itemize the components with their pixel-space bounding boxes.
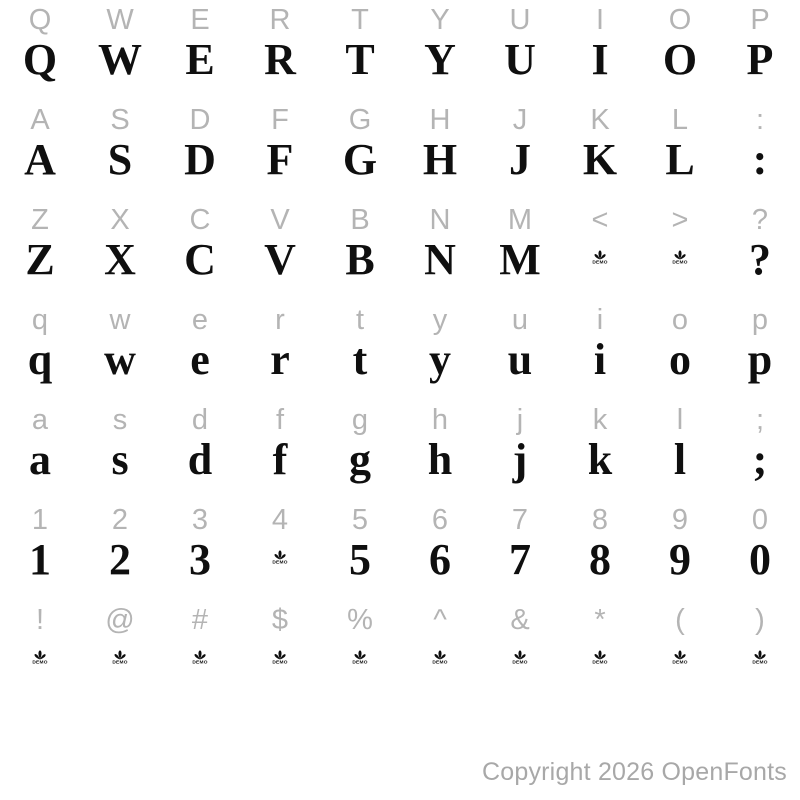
glyph-gray: 8 <box>591 504 609 536</box>
glyph-gray: E <box>190 4 210 36</box>
demo-label: DEMO <box>272 559 288 565</box>
glyph-gray: L <box>671 104 689 136</box>
glyph-black: w <box>104 335 136 384</box>
demo-label: DEMO <box>592 259 608 265</box>
glyph-black: s <box>111 435 129 484</box>
demo-label: DEMO <box>32 659 48 665</box>
demo-glyph <box>640 240 720 300</box>
glyph-black: A <box>24 135 56 184</box>
footer-copyright: Copyright 2026 OpenFonts <box>482 758 787 786</box>
demo-label: DEMO <box>672 259 688 265</box>
glyph-black: T <box>345 35 375 84</box>
demo-label: DEMO <box>752 659 768 665</box>
glyph-gray: l <box>676 404 684 436</box>
black-glyph-row-4 <box>0 335 800 400</box>
glyph-block-5 <box>0 400 800 500</box>
glyph-gray: # <box>191 604 209 636</box>
glyph-gray: y <box>432 304 448 336</box>
glyph-black: l <box>673 435 687 484</box>
glyph-gray: 6 <box>431 504 449 536</box>
glyph-black: k <box>587 435 613 484</box>
glyph-black: Y <box>424 35 456 84</box>
glyph-gray: B <box>350 204 370 236</box>
gray-glyph-row-2 <box>0 100 800 140</box>
glyph-black: t <box>352 335 368 384</box>
glyph-black: j <box>512 435 528 484</box>
glyph-gray: S <box>110 104 130 136</box>
demo-glyph <box>560 240 640 300</box>
glyph-black: U <box>504 35 536 84</box>
glyph-black: o <box>669 335 691 384</box>
glyph-black: ? <box>749 235 771 284</box>
glyph-gray: k <box>592 404 608 436</box>
glyph-black: 0 <box>749 535 771 584</box>
demo-glyph <box>640 640 720 700</box>
glyph-gray: @ <box>105 604 135 636</box>
black-glyph-row-7 <box>0 640 800 700</box>
glyph-block-1 <box>0 0 800 100</box>
glyph-gray: 5 <box>351 504 369 536</box>
glyph-gray: o <box>671 304 689 336</box>
glyph-gray: I <box>595 4 605 36</box>
gray-glyph-row-3 <box>0 200 800 240</box>
glyph-gray: 2 <box>111 504 129 536</box>
demo-glyph <box>400 640 480 700</box>
glyph-gray: p <box>751 304 769 336</box>
demo-glyph <box>240 540 320 600</box>
glyph-black: 8 <box>589 535 611 584</box>
glyph-gray: J <box>512 104 528 136</box>
glyph-black: r <box>270 335 290 384</box>
demo-label: DEMO <box>112 659 128 665</box>
gray-glyph-row-1 <box>0 0 800 40</box>
glyph-block-4 <box>0 300 800 400</box>
glyph-gray: : <box>755 104 765 136</box>
demo-glyph <box>160 640 240 700</box>
glyph-black: 9 <box>669 535 691 584</box>
gray-glyph-row-6 <box>0 500 800 540</box>
glyph-gray: Y <box>430 4 450 36</box>
glyph-black: p <box>747 335 773 384</box>
glyph-black: W <box>98 35 142 84</box>
glyph-gray: 9 <box>671 504 689 536</box>
glyph-black: M <box>499 235 541 284</box>
glyph-black: y <box>429 335 451 384</box>
glyph-black: X <box>104 235 136 284</box>
glyph-black: 6 <box>429 535 451 584</box>
glyph-gray: ^ <box>433 604 447 636</box>
demo-glyph <box>720 640 800 700</box>
demo-label: DEMO <box>352 659 368 665</box>
glyph-black: B <box>345 235 375 284</box>
glyph-black: 1 <box>29 535 51 584</box>
black-glyph-row-2 <box>0 135 800 200</box>
glyph-black: H <box>422 135 458 184</box>
demo-label: DEMO <box>192 659 208 665</box>
glyph-gray: q <box>31 304 49 336</box>
glyph-black: E <box>185 35 215 84</box>
glyph-black: N <box>424 235 456 284</box>
glyph-gray: r <box>275 304 285 336</box>
glyph-gray: ; <box>755 404 765 436</box>
glyph-black: P <box>746 35 774 84</box>
glyph-black: ; <box>752 435 768 484</box>
glyph-black: V <box>264 235 296 284</box>
glyph-gray: Q <box>28 4 52 36</box>
glyph-black: Q <box>22 35 58 84</box>
glyph-gray: > <box>671 204 689 236</box>
glyph-gray: * <box>594 604 606 636</box>
glyph-black: a <box>29 435 51 484</box>
glyph-black: Z <box>25 235 55 284</box>
glyph-gray: s <box>112 404 128 436</box>
glyph-gray: C <box>189 204 211 236</box>
glyph-black: d <box>187 435 213 484</box>
glyph-gray: 3 <box>191 504 209 536</box>
glyph-gray: a <box>31 404 49 436</box>
glyph-gray: A <box>30 104 50 136</box>
glyph-gray: F <box>271 104 289 136</box>
glyph-gray: f <box>275 404 285 436</box>
demo-label: DEMO <box>672 659 688 665</box>
demo-label: DEMO <box>432 659 448 665</box>
glyph-gray: X <box>110 204 130 236</box>
glyph-gray: ? <box>751 204 769 236</box>
glyph-gray: % <box>347 604 373 636</box>
glyph-gray: N <box>429 204 451 236</box>
glyph-gray: 4 <box>271 504 289 536</box>
glyph-block-2 <box>0 100 800 200</box>
glyph-gray: d <box>191 404 209 436</box>
gray-glyph-row-5 <box>0 400 800 440</box>
demo-label: DEMO <box>592 659 608 665</box>
glyph-black: J <box>509 135 531 184</box>
glyph-gray: j <box>516 404 524 436</box>
glyph-black: C <box>184 235 216 284</box>
glyph-black: L <box>665 135 695 184</box>
glyph-black: u <box>507 335 533 384</box>
gray-glyph-row-4 <box>0 300 800 340</box>
glyph-gray: Z <box>31 204 49 236</box>
glyph-black: : <box>752 135 768 184</box>
glyph-black: O <box>662 35 698 84</box>
glyph-gray: ) <box>755 604 765 636</box>
glyph-gray: ! <box>35 604 45 636</box>
glyph-gray: T <box>351 4 369 36</box>
demo-glyph <box>480 640 560 700</box>
glyph-gray: K <box>590 104 610 136</box>
glyph-gray: t <box>355 304 365 336</box>
demo-glyph <box>80 640 160 700</box>
glyph-black: 2 <box>109 535 131 584</box>
glyph-black: g <box>349 435 371 484</box>
glyph-gray: i <box>596 304 604 336</box>
glyph-black: e <box>190 335 210 384</box>
black-glyph-row-1 <box>0 35 800 100</box>
glyph-black: 3 <box>189 535 211 584</box>
glyph-gray: h <box>431 404 449 436</box>
glyph-black: h <box>427 435 453 484</box>
glyph-gray: & <box>510 604 530 636</box>
glyph-black: q <box>27 335 53 384</box>
glyph-black: G <box>342 135 378 184</box>
glyph-black: S <box>107 135 133 184</box>
glyph-gray: H <box>429 104 451 136</box>
glyph-gray: $ <box>271 604 289 636</box>
glyph-black: I <box>591 35 609 84</box>
gray-glyph-row-7 <box>0 600 800 640</box>
glyph-black: 7 <box>509 535 531 584</box>
demo-label: DEMO <box>512 659 528 665</box>
demo-label: DEMO <box>272 659 288 665</box>
demo-glyph <box>240 640 320 700</box>
glyph-block-7 <box>0 600 800 700</box>
glyph-black: i <box>593 335 607 384</box>
glyph-gray: M <box>507 204 533 236</box>
demo-glyph <box>560 640 640 700</box>
glyph-gray: P <box>750 4 770 36</box>
glyph-gray: 7 <box>511 504 529 536</box>
glyph-gray: R <box>269 4 291 36</box>
glyph-gray: 0 <box>751 504 769 536</box>
glyph-gray: e <box>191 304 209 336</box>
glyph-gray: V <box>270 204 290 236</box>
glyph-gray: D <box>189 104 211 136</box>
glyph-block-6 <box>0 500 800 600</box>
black-glyph-row-3 <box>0 235 800 300</box>
glyph-gray: G <box>348 104 372 136</box>
glyph-gray: w <box>109 304 131 336</box>
glyph-gray: u <box>511 304 529 336</box>
glyph-black: R <box>264 35 296 84</box>
black-glyph-row-6 <box>0 535 800 600</box>
glyph-gray: < <box>591 204 609 236</box>
demo-glyph <box>0 640 80 700</box>
glyph-gray: 1 <box>31 504 49 536</box>
black-glyph-row-5 <box>0 435 800 500</box>
demo-glyph <box>320 640 400 700</box>
glyph-block-3 <box>0 200 800 300</box>
glyph-gray: U <box>509 4 531 36</box>
glyph-gray: W <box>106 4 134 36</box>
glyph-black: K <box>582 135 618 184</box>
glyph-black: 5 <box>349 535 371 584</box>
glyph-gray: ( <box>675 604 685 636</box>
glyph-black: F <box>266 135 294 184</box>
glyph-gray: g <box>351 404 369 436</box>
glyph-black: f <box>272 435 288 484</box>
glyph-gray: O <box>668 4 692 36</box>
glyph-black: D <box>184 135 216 184</box>
